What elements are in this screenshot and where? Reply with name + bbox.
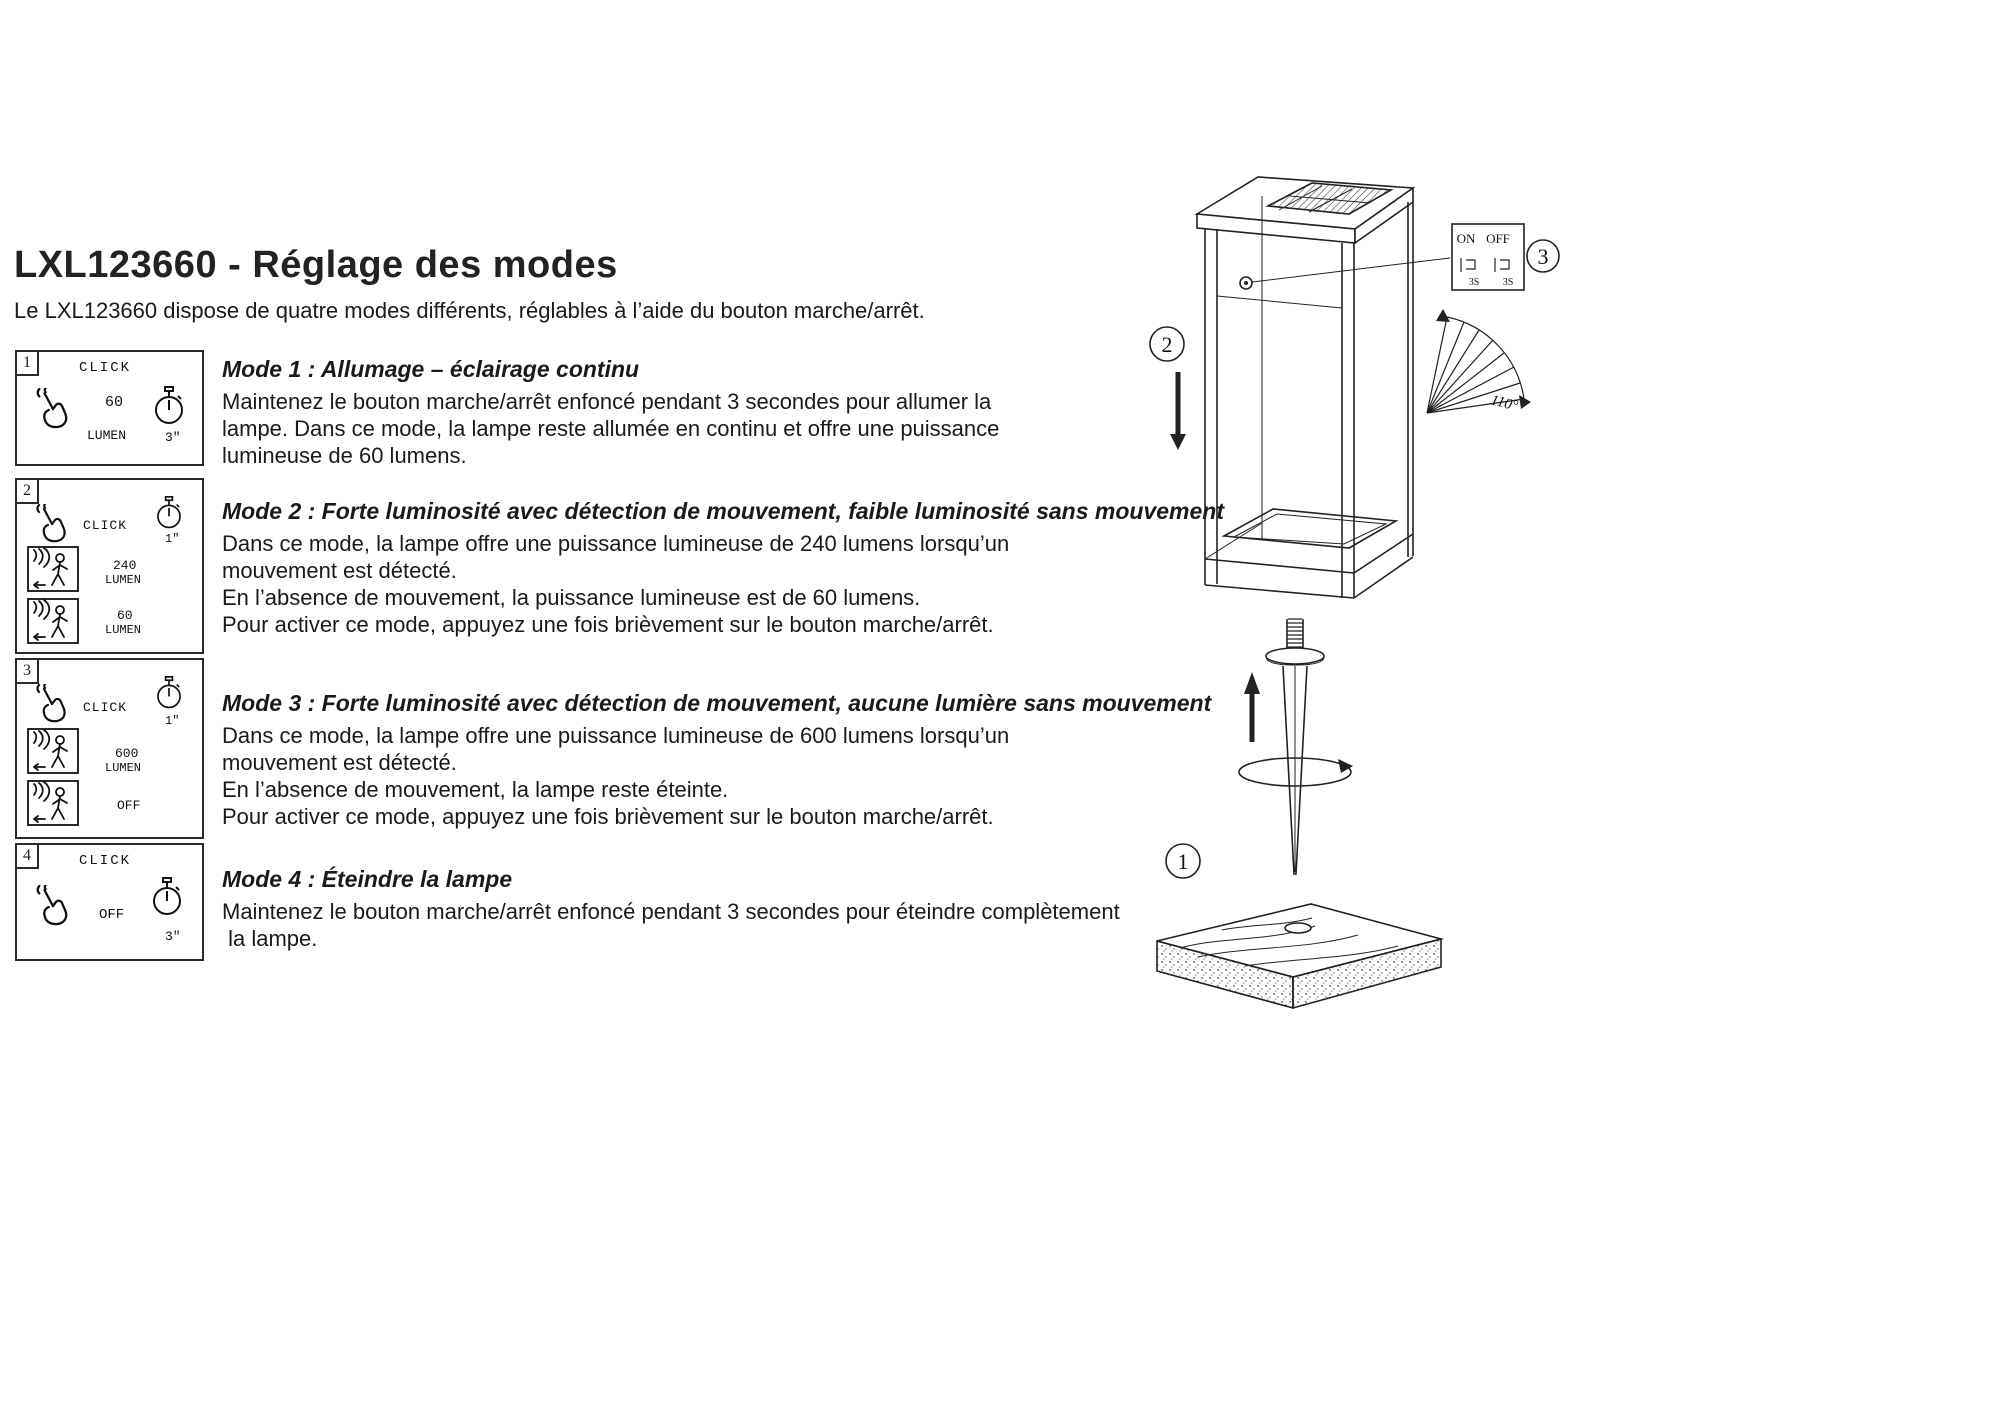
leader-line — [1252, 258, 1450, 282]
page-title: LXL123660 - Réglage des modes — [14, 244, 618, 286]
mode-3-number-badge: 3 — [15, 658, 39, 684]
motion-sensor-icon — [27, 598, 79, 644]
step-1-number: 1 — [1177, 849, 1189, 874]
hand-press-icon — [33, 885, 75, 927]
click-label: CLICK — [83, 700, 128, 715]
off-label: OFF — [99, 907, 125, 923]
step-2-marker — [1150, 327, 1186, 450]
off-label: OFF — [117, 798, 141, 813]
stopwatch-icon — [155, 676, 183, 710]
mode-1-heading: Mode 1 : Allumage – éclairage continu — [222, 356, 640, 382]
solar-lantern-drawing — [1197, 177, 1450, 598]
mode-3-heading: Mode 3 : Forte luminosité avec détection de mouvement, aucune lumière sans mouvement — [222, 690, 1212, 716]
timer-duration: 1" — [165, 532, 180, 546]
body-line: la lampe. — [222, 926, 318, 951]
spike-hole — [1285, 923, 1311, 933]
lumen-value: 240 — [113, 558, 137, 573]
body-line: Maintenez le bouton marche/arrêt enfoncé pendant 3 secondes pour éteindre complètement — [222, 899, 1120, 924]
timer-duration: 1" — [165, 714, 180, 728]
hold-time-right: 3S — [1502, 277, 1514, 288]
installation-diagram — [1100, 150, 1980, 1030]
rotation-angle-fan — [1427, 309, 1531, 415]
step-2-number: 2 — [1161, 332, 1173, 357]
mode-2-pictogram-box — [15, 478, 204, 654]
body-line: lumineuse de 60 lumens. — [222, 443, 467, 468]
lumen-value: 60 — [105, 394, 124, 411]
body-line: mouvement est détecté. — [222, 750, 457, 775]
body-line: En l’absence de mouvement, la lampe reste éteinte. — [222, 777, 729, 802]
mode-1-pictogram-box — [15, 350, 204, 466]
body-line: mouvement est détecté. — [222, 558, 457, 583]
body-line: Dans ce mode, la lampe offre une puissance lumineuse de 600 lumens lorsqu’un — [222, 723, 1010, 748]
ground-block-drawing — [1157, 904, 1441, 1008]
body-line: Pour activer ce mode, appuyez une fois brièvement sur le bouton marche/arrêt. — [222, 804, 994, 829]
off-label: OFF — [1486, 231, 1510, 246]
stopwatch-icon — [155, 496, 183, 530]
body-line: lampe. Dans ce mode, la lampe reste allumée en continu et offre une puissance — [222, 416, 1000, 441]
motion-sensor-icon — [27, 728, 79, 774]
lumen-unit: LUMEN — [87, 428, 127, 443]
hold-time-left: 3S — [1468, 277, 1480, 288]
mode-1-number-badge: 1 — [15, 350, 39, 376]
mode-4-heading: Mode 4 : Éteindre la lampe — [222, 866, 513, 892]
lumen-value: 60 — [117, 608, 133, 623]
on-label: ON — [1456, 231, 1476, 246]
step-3-number: 3 — [1537, 244, 1549, 269]
step-3-marker — [1527, 240, 1559, 272]
stopwatch-icon — [151, 877, 183, 917]
mode-3-pictogram-box — [15, 658, 204, 839]
timer-duration: 3" — [165, 430, 181, 445]
click-label: CLICK — [79, 853, 132, 869]
mode-4-number-badge: 4 — [15, 843, 39, 869]
lumen-unit: LUMEN — [105, 623, 142, 637]
body-line: Dans ce mode, la lampe offre une puissance lumineuse de 240 lumens lorsqu’un — [222, 531, 1010, 556]
body-line: Maintenez le bouton marche/arrêt enfoncé pendant 3 secondes pour allumer la — [222, 389, 992, 414]
timer-duration: 3" — [165, 929, 181, 944]
mode-2-number-badge: 2 — [15, 478, 39, 504]
body-line: Pour activer ce mode, appuyez une fois brièvement sur le bouton marche/arrêt. — [222, 612, 994, 637]
lumen-value: 600 — [115, 746, 139, 761]
hand-press-icon — [33, 388, 75, 430]
hand-press-icon — [33, 504, 73, 544]
motion-sensor-icon — [27, 780, 79, 826]
switch-detail-callout — [1452, 224, 1524, 290]
stopwatch-icon — [153, 386, 185, 426]
body-line: En l’absence de mouvement, la puissance lumineuse est de 60 lumens. — [222, 585, 921, 610]
intro-text: Le LXL123660 dispose de quatre modes différents, réglables à l’aide du bouton marche/arrêt. — [14, 298, 925, 323]
click-label: CLICK — [83, 518, 128, 533]
angle-label: 110° — [1489, 392, 1520, 415]
hand-press-icon — [33, 684, 73, 724]
lumen-unit: LUMEN — [105, 573, 142, 587]
mode-4-pictogram-box — [15, 843, 204, 961]
motion-sensor-icon — [27, 546, 79, 592]
step-1-marker — [1166, 844, 1200, 878]
click-label: CLICK — [79, 360, 132, 376]
lumen-unit: LUMEN — [105, 761, 142, 775]
ground-spike-drawing — [1239, 619, 1353, 874]
mode-2-heading: Mode 2 : Forte luminosité avec détection de mouvement, faible luminosité sans mouvement — [222, 498, 1224, 524]
